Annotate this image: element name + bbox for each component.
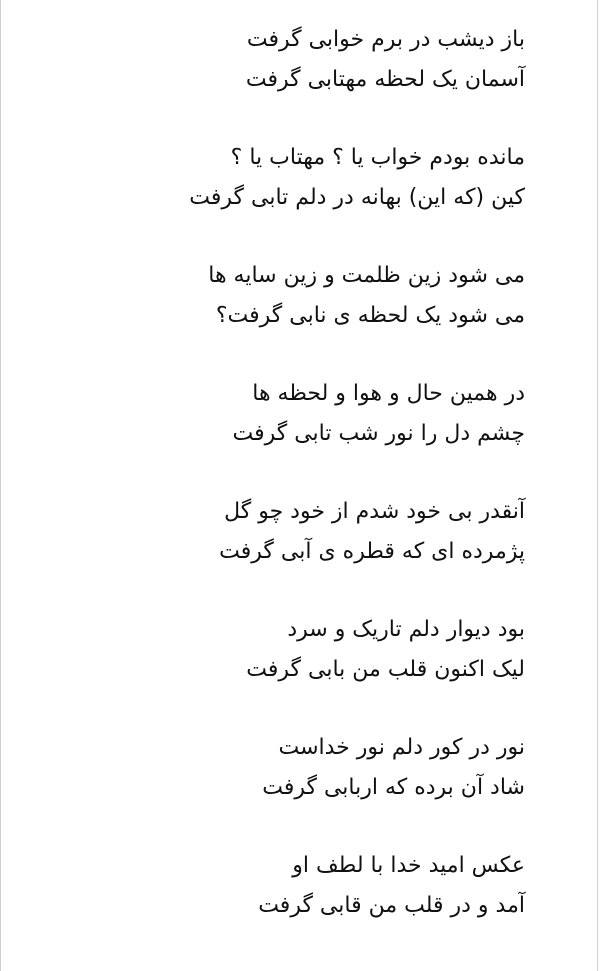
poem-line: آمد و در قلب من قابی گرفت <box>258 893 525 918</box>
stanza-1 <box>55 20 525 100</box>
poem-line: مانده بودم خواب یا ؟ مهتاب یا ؟ <box>230 145 525 170</box>
stanza-7 <box>55 728 525 808</box>
poem-line: کین (که این) بهانه در دلم تابی گرفت <box>189 185 525 210</box>
poem-line: عکس امید خدا با لطف او <box>292 853 525 878</box>
poem-line: لیک اکنون قلب من بابی گرفت <box>246 657 525 682</box>
stanza-5 <box>55 492 525 572</box>
stanza-2 <box>55 138 525 218</box>
poem-line: پژمرده ای که قطره ی آبی گرفت <box>219 539 525 564</box>
poem-line: باز دیشب در برم خوابی گرفت <box>246 27 525 52</box>
poem-line: شاد آن برده که اربابی گرفت <box>262 775 525 800</box>
poem-body <box>55 20 525 964</box>
stanza-8 <box>55 846 525 926</box>
poem-line: آسمان یک لحظه مهتابی گرفت <box>245 67 525 92</box>
poem-line: در همین حال و هوا و لحظه ها <box>252 381 525 406</box>
poem-line: می شود یک لحظه ی نابی گرفت؟ <box>215 303 525 328</box>
poem-line: می شود زین ظلمت و زین سایه ها <box>208 263 525 288</box>
stanza-3 <box>55 256 525 336</box>
poem-line: بود دیوار دلم تاریک و سرد <box>287 617 525 642</box>
poem-line: چشم دل را نور شب تابی گرفت <box>232 421 525 446</box>
stanza-6 <box>55 610 525 690</box>
stanza-4 <box>55 374 525 454</box>
poem-line: نور در کور دلم نور خداست <box>278 735 525 760</box>
poem-line: آنقدر بی خود شدم از خود چو گل <box>224 499 525 524</box>
